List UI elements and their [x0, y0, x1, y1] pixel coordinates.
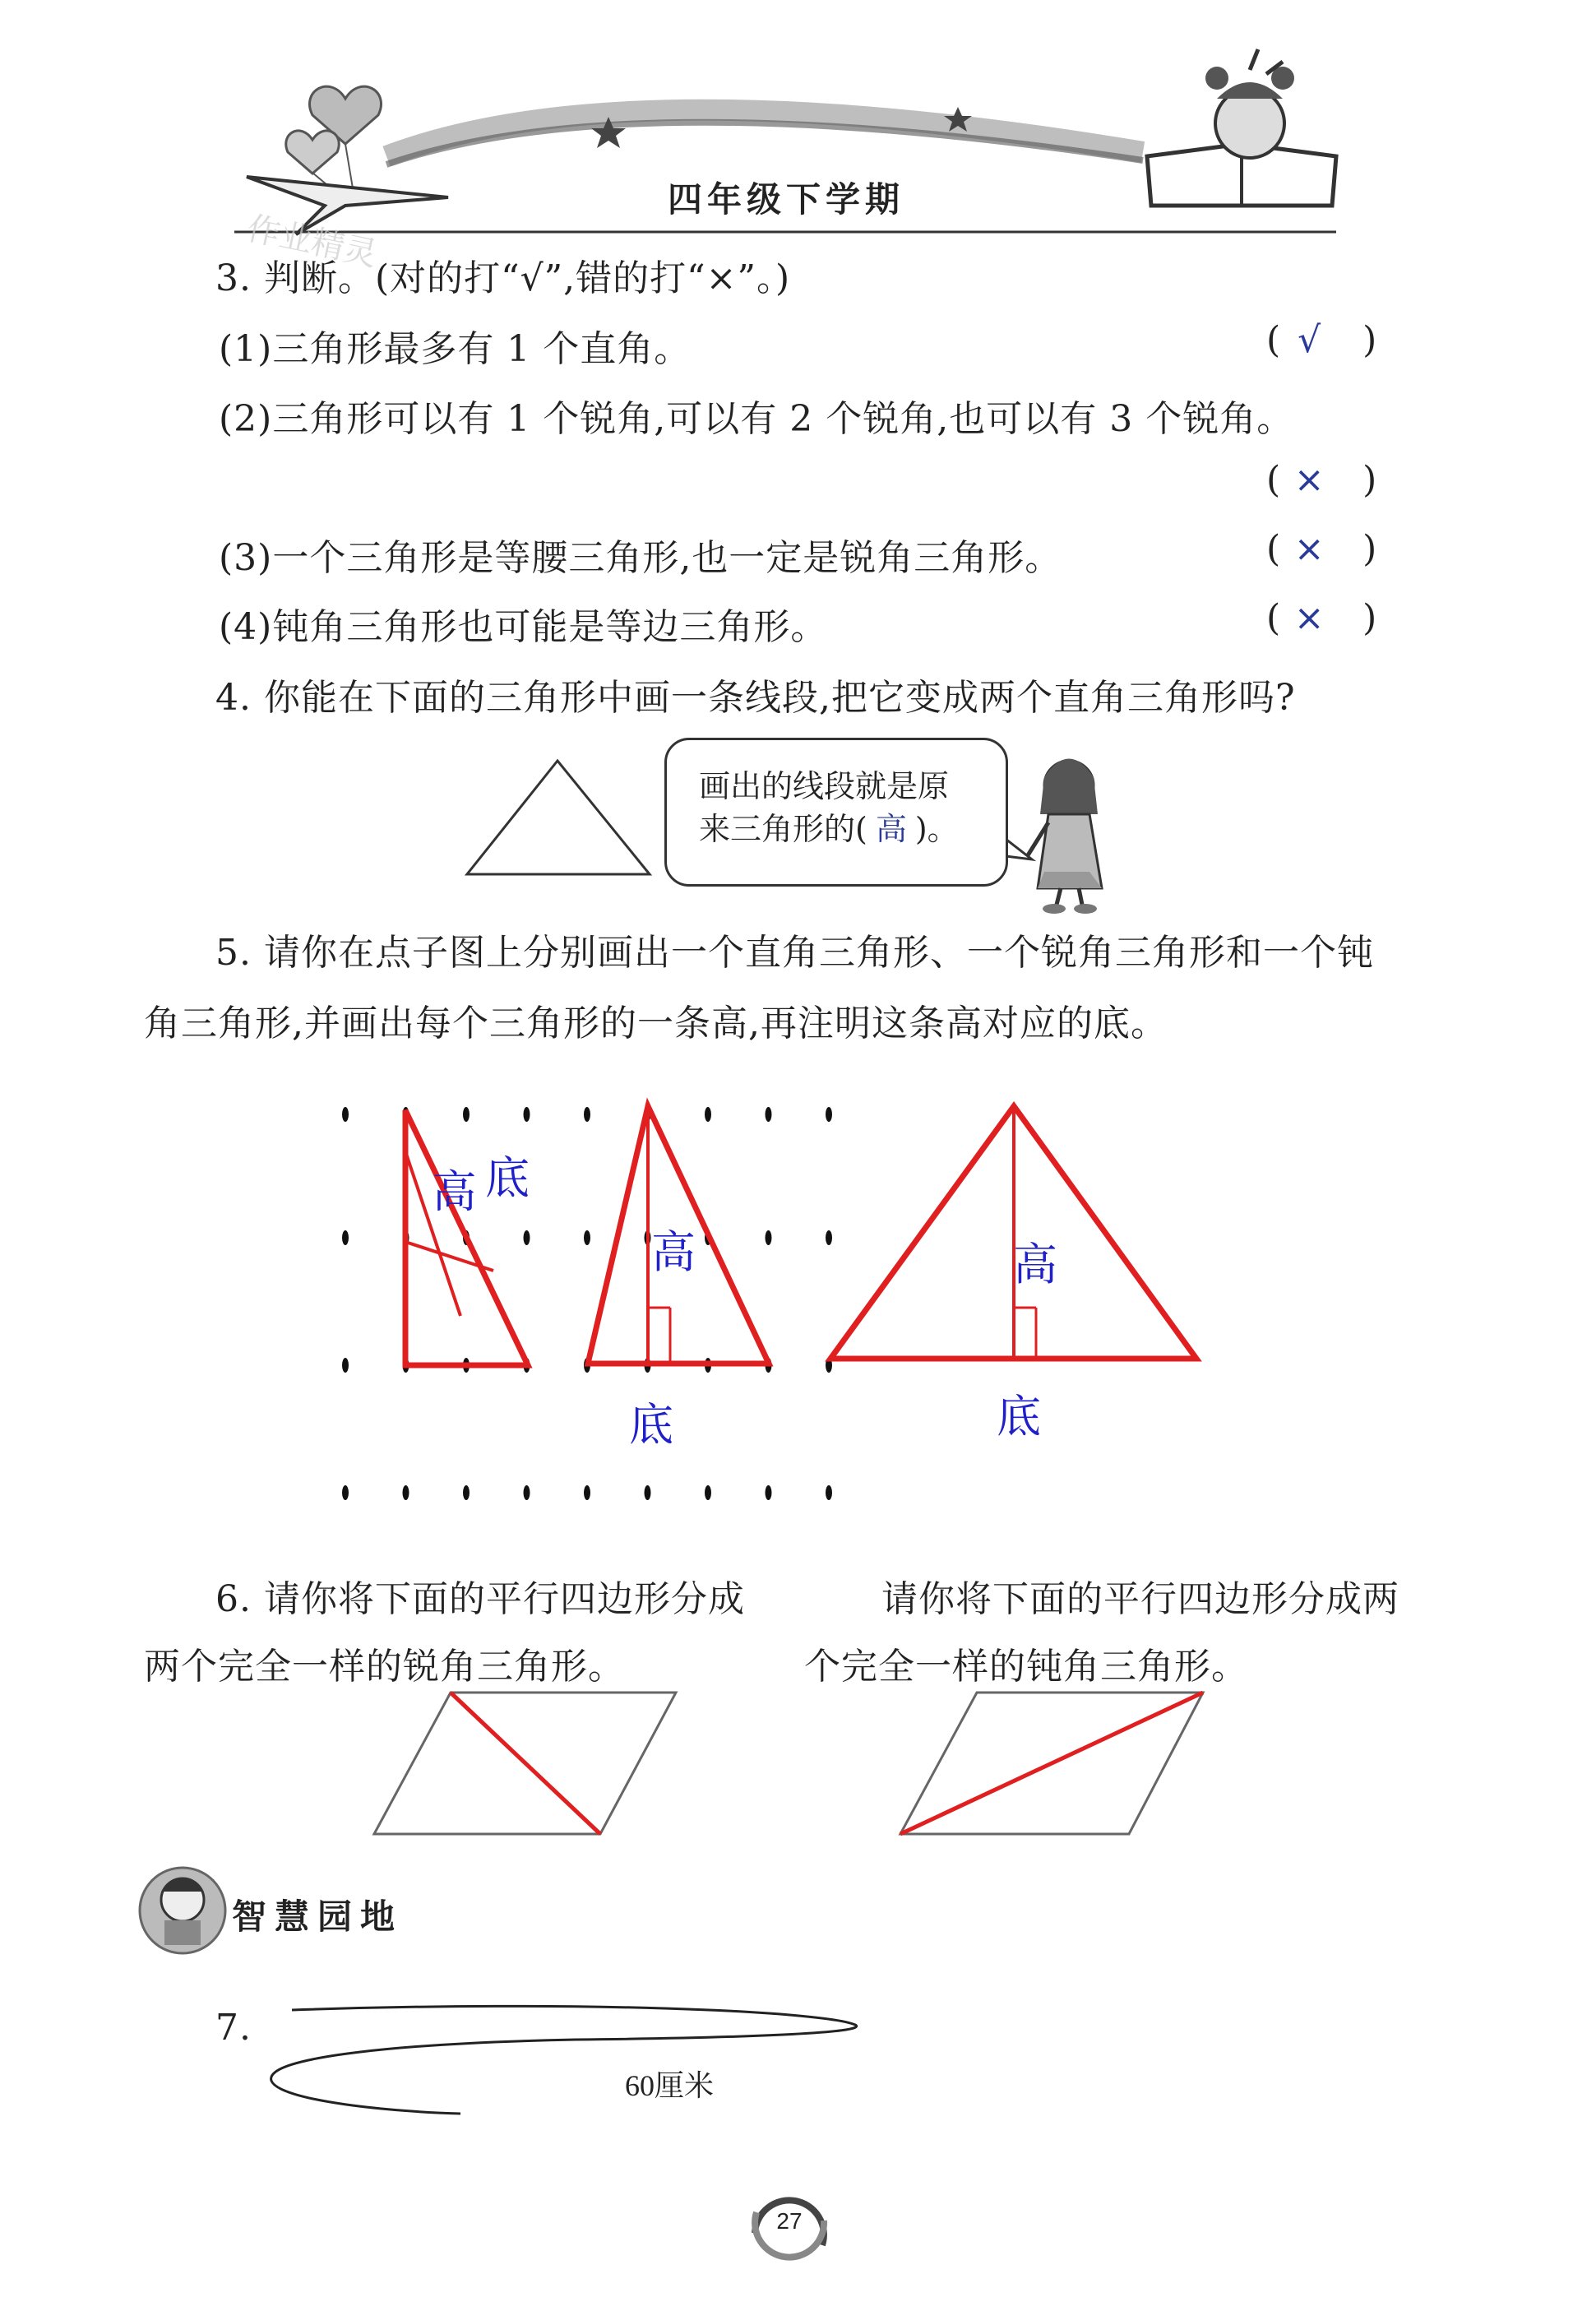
q3-answer-box-3: ( × ): [1266, 528, 1377, 570]
q3-item-1: (1)三角形最多有 1 个直角。: [219, 328, 692, 370]
q3-answer-1: √: [1298, 319, 1321, 361]
label-base-1: 底: [485, 1152, 530, 1204]
q4-title: 4. 你能在下面的三角形中画一条线段,把它变成两个直角三角形吗?: [215, 677, 1296, 719]
right-triangle-height-a: [405, 1242, 493, 1271]
grid-dot: [645, 1485, 651, 1500]
bubble-line-2: 来三角形的( 高 )。: [699, 811, 959, 847]
label-base-2: 底: [629, 1399, 673, 1451]
grid-dot: [766, 1485, 772, 1500]
q3-answer-box-4: ( × ): [1266, 597, 1377, 639]
grade-title: 四年级下学期: [668, 179, 905, 220]
grid-dot: [705, 1485, 711, 1500]
label-height-2: 高: [651, 1226, 696, 1278]
q3-answer-3: ×: [1293, 528, 1325, 570]
q6-left-line-2: 两个完全一样的锐角三角形。: [144, 1646, 625, 1688]
bubble-line-1: 画出的线段就是原: [699, 768, 950, 804]
grid-dot: [342, 1358, 349, 1373]
grid-dot: [342, 1485, 349, 1500]
grid-dot: [403, 1485, 409, 1500]
q3-answer-2: ×: [1293, 459, 1325, 501]
grid-dot: [826, 1230, 832, 1245]
q7-length-label: 60厘米: [625, 2069, 715, 2102]
section-title: 智慧园地: [232, 1897, 404, 1937]
q6-left-line-1: 6. 请你将下面的平行四边形分成: [215, 1578, 745, 1620]
label-height-1: 高: [425, 1168, 477, 1212]
q5-line-1: 5. 请你在点子图上分别画出一个直角三角形、一个锐角三角形和一个钝: [215, 932, 1374, 974]
grid-dot: [584, 1230, 590, 1245]
grid-dot: [463, 1485, 470, 1500]
q3-answer-box-2: ( × ): [1266, 459, 1377, 501]
bubble-answer: 高: [875, 811, 907, 847]
grid-dot: [524, 1230, 530, 1245]
watermark: 作业精灵: [243, 209, 381, 275]
label-height-3: 高: [1013, 1239, 1057, 1290]
q3-answer-4: ×: [1293, 597, 1325, 639]
grid-dot: [826, 1107, 832, 1122]
grid-dot: [342, 1107, 349, 1122]
q6-right-line-2: 个完全一样的钝角三角形。: [804, 1646, 1248, 1688]
grid-dot: [766, 1107, 772, 1122]
label-base-3: 底: [997, 1391, 1041, 1443]
q5-line-2: 角三角形,并画出每个三角形的一条高,再注明这条高对应的底。: [144, 1003, 1168, 1044]
q3-title: 3. 判断。(对的打“√”,错的打“×”。): [215, 257, 791, 299]
grid-dot: [826, 1485, 832, 1500]
grid-dot: [766, 1230, 772, 1245]
page-number: 27: [776, 2208, 803, 2234]
grid-dot: [705, 1107, 711, 1122]
q3-answer-box-1: ( √ ): [1266, 319, 1377, 361]
grid-dot: [584, 1485, 590, 1500]
grid-dot: [342, 1230, 349, 1245]
grid-dot: [524, 1107, 530, 1122]
grid-dot: [524, 1485, 530, 1500]
grid-dot: [584, 1107, 590, 1122]
q3-item-3: (3)一个三角形是等腰三角形,也一定是锐角三角形。: [219, 537, 1062, 579]
q3-item-2: (2)三角形可以有 1 个锐角,可以有 2 个锐角,也可以有 3 个锐角。: [219, 398, 1294, 440]
q7-number: 7.: [215, 2007, 252, 2049]
q6-right-line-1: 请你将下面的平行四边形分成两: [881, 1578, 1399, 1620]
grid-dot: [463, 1107, 470, 1122]
q3-item-4: (4)钝角三角形也可能是等边三角形。: [219, 606, 828, 648]
